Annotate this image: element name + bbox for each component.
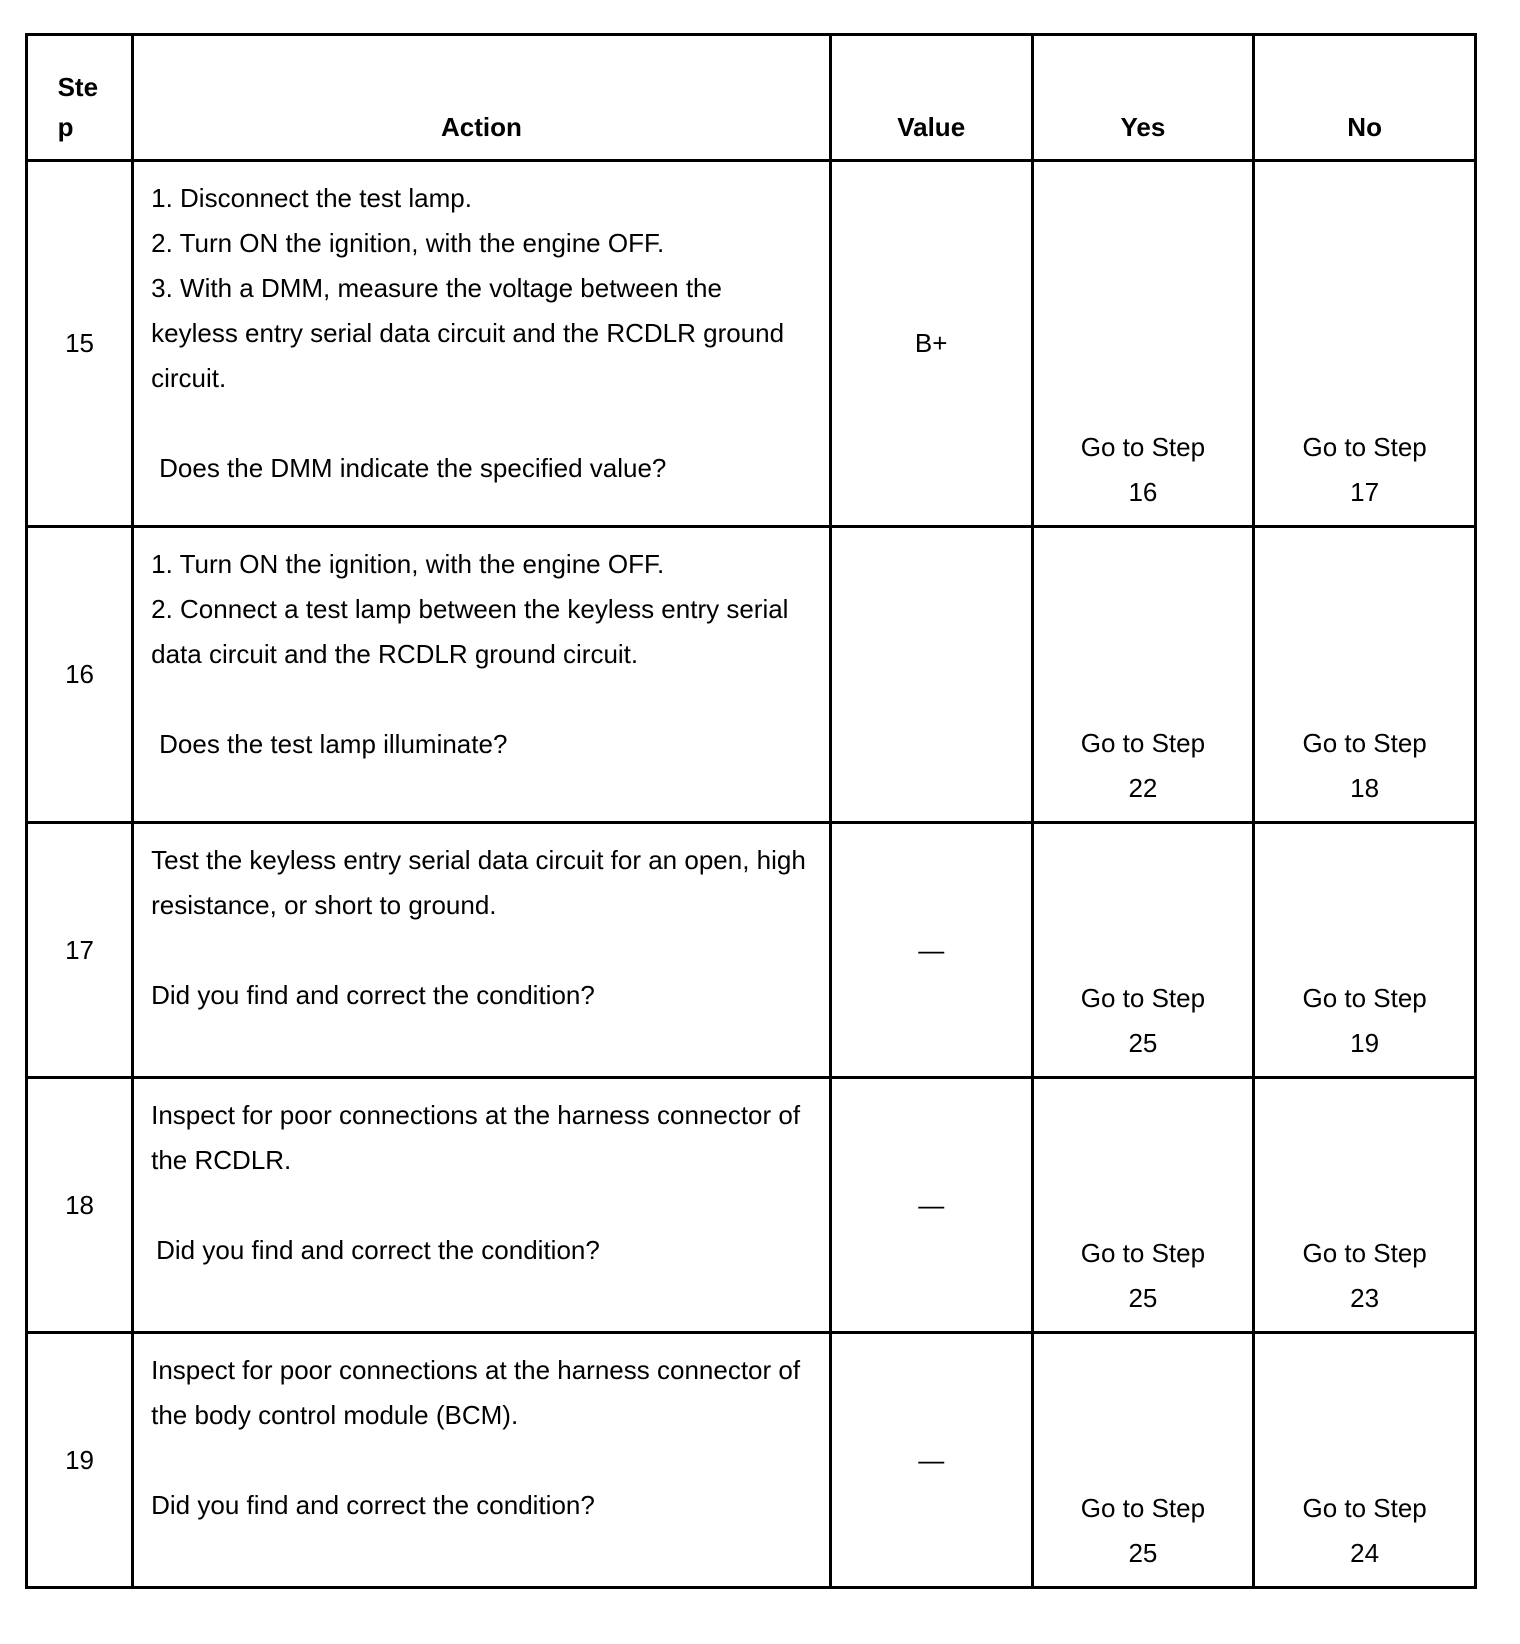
- goto-label: Go to Step: [1080, 728, 1206, 758]
- no-cell: [1254, 823, 1476, 1078]
- value-cell: —: [830, 823, 1032, 1078]
- action-text: Test the keyless entry serial data circuit for an open, high resistance, or short to ground.: [151, 845, 806, 920]
- column-header-yes: Yes: [1032, 35, 1254, 161]
- action-question: Does the DMM indicate the specified value?: [159, 453, 667, 483]
- no-cell: [1254, 1078, 1476, 1333]
- no-cell: [1254, 161, 1476, 527]
- table-row-step-16: [27, 527, 1476, 823]
- goto-step-number: 19: [1350, 1028, 1380, 1058]
- value-cell: —: [830, 1078, 1032, 1333]
- action-question: Does the test lamp illuminate?: [159, 729, 508, 759]
- action-cell: [133, 527, 831, 823]
- action-text: Inspect for poor connections at the harness connector of the body control module (BCM).: [151, 1355, 801, 1430]
- goto-step-number: 22: [1128, 773, 1158, 803]
- action-cell: [133, 1333, 831, 1588]
- goto-step-number: 25: [1128, 1283, 1158, 1313]
- goto-step-number: 23: [1350, 1283, 1380, 1313]
- table-row-step-19: [27, 1333, 1476, 1588]
- action-item: 1. Disconnect the test lamp.: [151, 183, 472, 213]
- column-header-value: Value: [830, 35, 1032, 161]
- table-header-row: [27, 35, 1476, 161]
- step-number: 17: [27, 823, 133, 1078]
- step-number: 18: [27, 1078, 133, 1333]
- action-question: Did you find and correct the condition?: [156, 1235, 600, 1265]
- step-number: 19: [27, 1333, 133, 1588]
- value-cell: —: [830, 1333, 1032, 1588]
- goto-step-number: 25: [1128, 1538, 1158, 1568]
- yes-cell: [1032, 1333, 1254, 1588]
- action-item: 1. Turn ON the ignition, with the engine OFF.: [151, 549, 665, 579]
- step-number: 15: [27, 161, 133, 527]
- diagnostic-table: [25, 33, 1477, 1589]
- yes-cell: [1032, 1078, 1254, 1333]
- column-header-action: Action: [133, 35, 831, 161]
- column-header-step: Step: [27, 35, 133, 161]
- table-row-step-17: [27, 823, 1476, 1078]
- goto-label: Go to Step: [1302, 432, 1427, 462]
- table-row-step-18: [27, 1078, 1476, 1333]
- column-header-no: No: [1254, 35, 1476, 161]
- value-cell: [830, 527, 1032, 823]
- goto-label: Go to Step: [1080, 983, 1206, 1013]
- action-cell: [133, 1078, 831, 1333]
- yes-cell: [1032, 823, 1254, 1078]
- yes-cell: [1032, 161, 1254, 527]
- no-cell: [1254, 527, 1476, 823]
- goto-step-number: 24: [1350, 1538, 1380, 1568]
- goto-label: Go to Step: [1080, 1493, 1206, 1523]
- goto-label: Go to Step: [1080, 1238, 1206, 1268]
- goto-step-number: 25: [1128, 1028, 1158, 1058]
- action-cell: [133, 161, 831, 527]
- action-item: 2. Turn ON the ignition, with the engine OFF.: [151, 228, 665, 258]
- goto-label: Go to Step: [1302, 1238, 1427, 1268]
- table-row-step-15: [27, 161, 1476, 527]
- action-item: 3. With a DMM, measure the voltage between the keyless entry serial data circuit and the RCDLR ground circuit.: [151, 273, 785, 393]
- step-number: 16: [27, 527, 133, 823]
- action-cell: [133, 823, 831, 1078]
- goto-step-number: 17: [1350, 477, 1380, 507]
- action-question: Did you find and correct the condition?: [151, 980, 595, 1010]
- value-cell: B+: [830, 161, 1032, 527]
- goto-label: Go to Step: [1302, 728, 1427, 758]
- goto-label: Go to Step: [1080, 432, 1206, 462]
- goto-step-number: 18: [1350, 773, 1380, 803]
- action-item: 2. Connect a test lamp between the keyless entry serial data circuit and the RCDLR ground circuit.: [151, 594, 789, 669]
- no-cell: [1254, 1333, 1476, 1588]
- action-text: Inspect for poor connections at the harness connector of the RCDLR.: [151, 1100, 801, 1175]
- goto-label: Go to Step: [1302, 1493, 1427, 1523]
- yes-cell: [1032, 527, 1254, 823]
- goto-label: Go to Step: [1302, 983, 1427, 1013]
- action-question: Did you find and correct the condition?: [151, 1490, 595, 1520]
- goto-step-number: 16: [1128, 477, 1158, 507]
